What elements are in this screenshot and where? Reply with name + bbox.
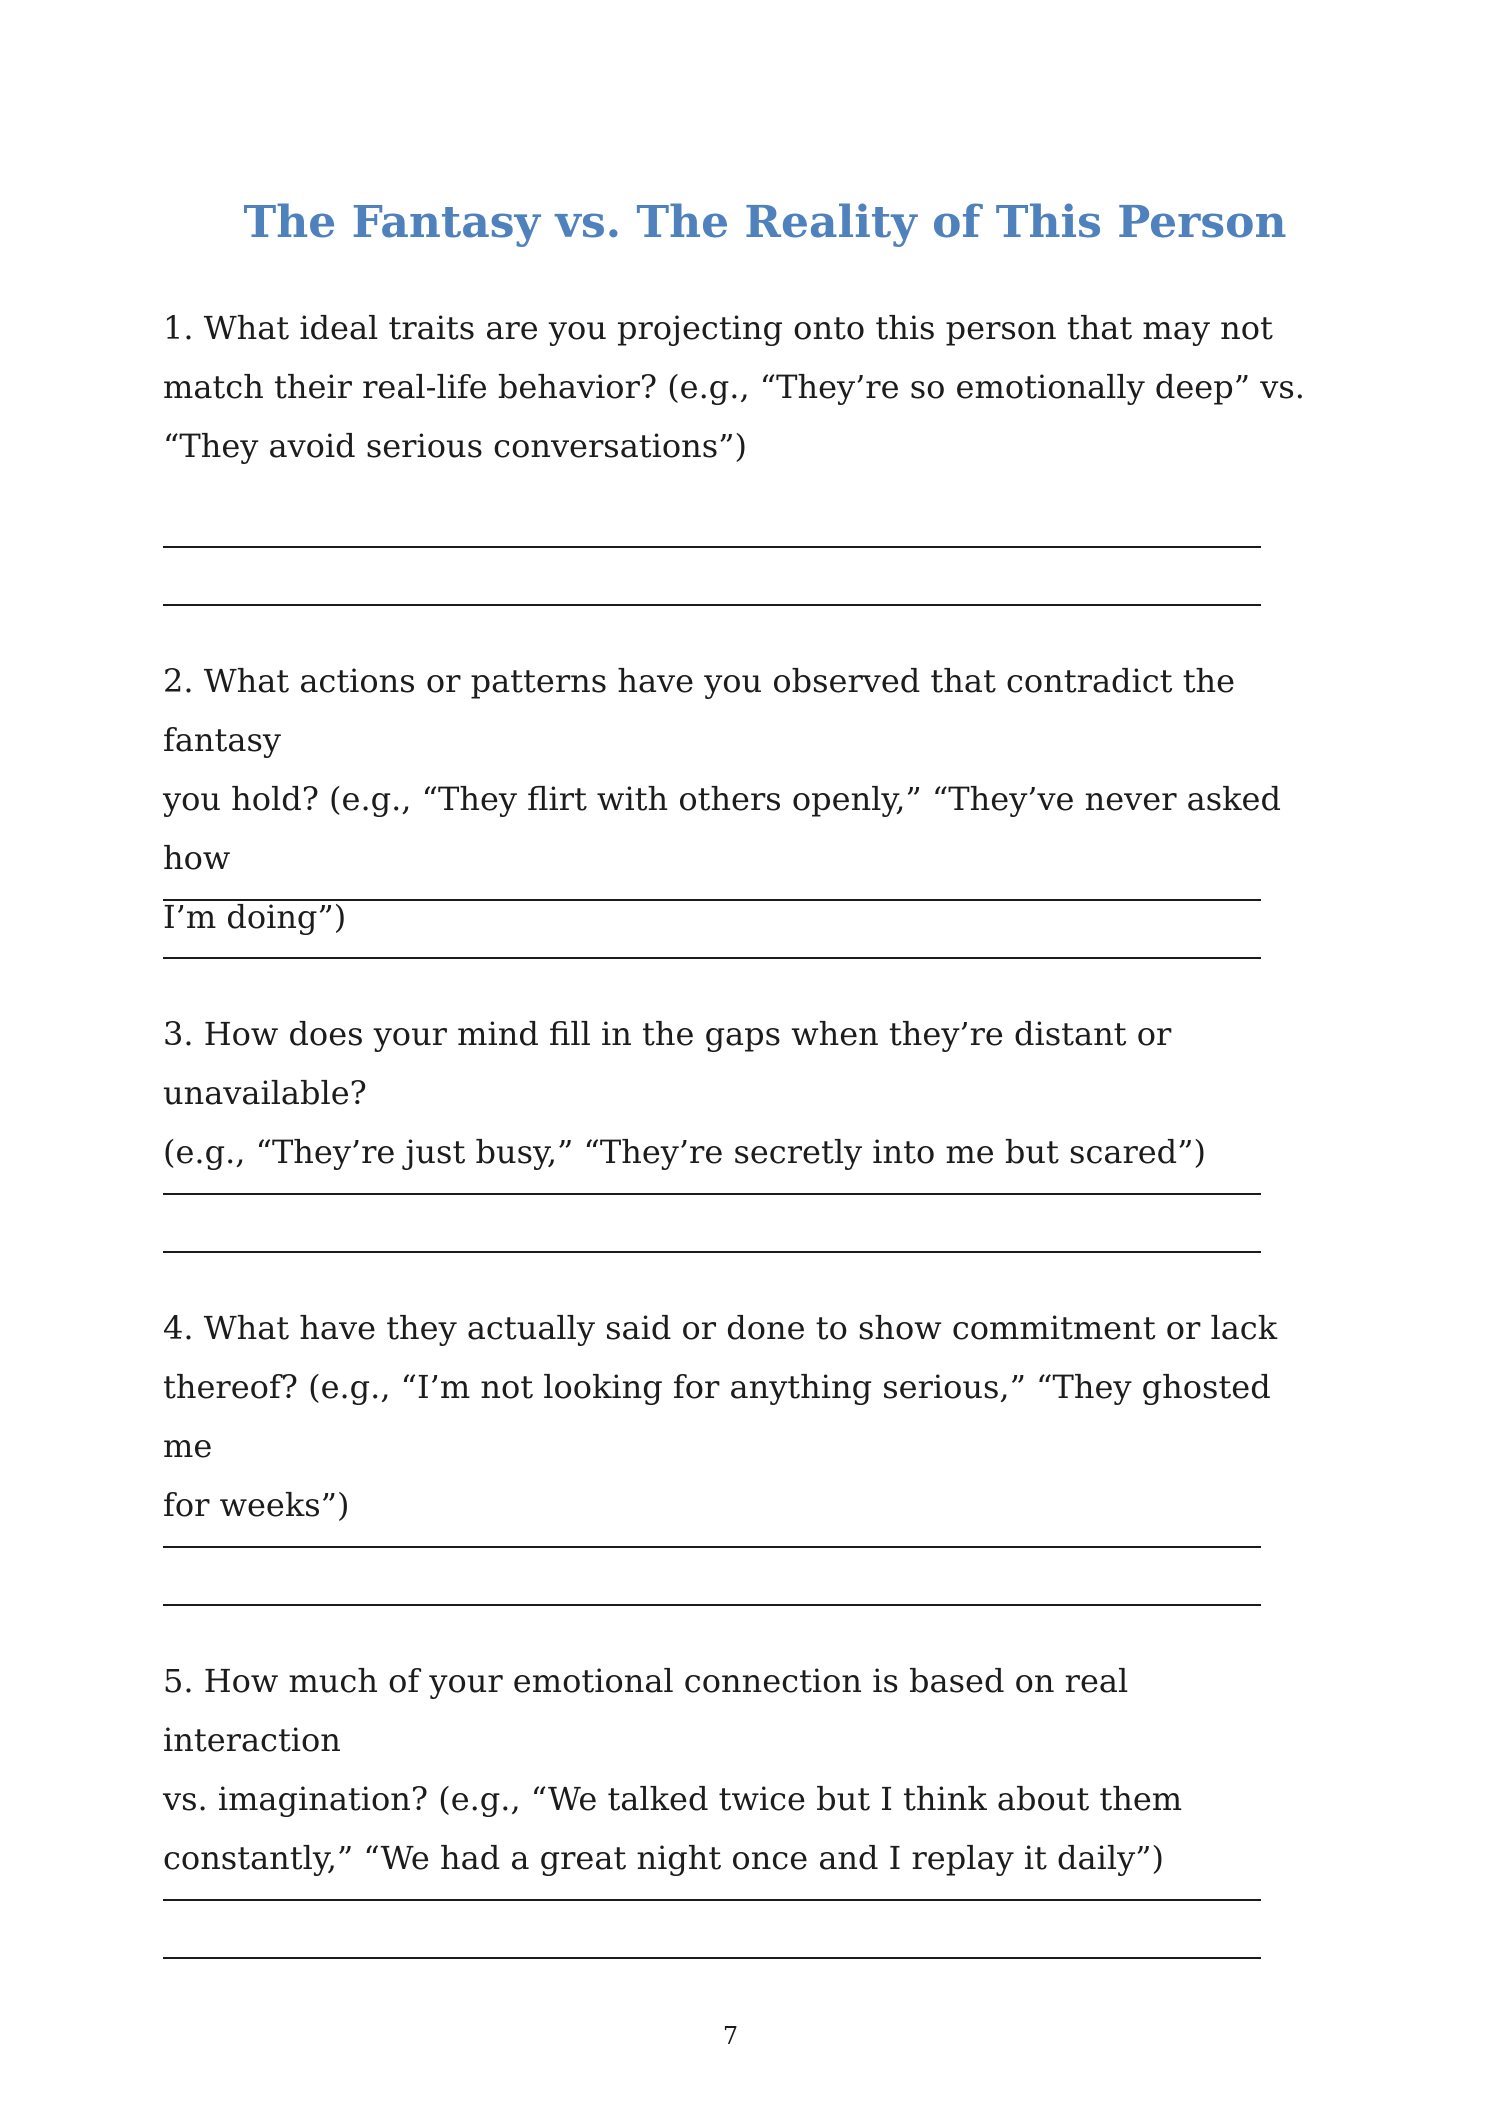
answer-line-4b [163,1604,1261,1606]
answer-line-3a [163,1193,1261,1195]
answer-line-1b [163,604,1261,606]
page-title: The Fantasy vs. The Reality of This Person [243,197,1287,248]
question-3: 3. How does your mind fill in the gaps when they’re distant or unavailable? (e.g., “They’re just busy,” “They’re secretly into me but scared”) [163,1015,1206,1171]
answer-line-2b [163,957,1261,959]
answer-line-5b [163,1957,1261,1959]
question-2: 2. What actions or patterns have you observed that contradict the fantasy you hold? (e.g., “They flirt with others openly,” “They’ve never asked how I’m doing”) [163,662,1281,936]
answer-line-5a [163,1899,1261,1901]
answer-line-4a [163,1546,1261,1548]
question-4: 4. What have they actually said or done to show commitment or lack thereof? (e.g., “I’m not looking for anything serious,” “They ghosted me for weeks”) [163,1309,1278,1524]
question-1: 1. What ideal traits are you projecting onto this person that may not match their real-life behavior? (e.g., “They’re so emotionally deep” vs. “They avoid serious conversations”) [163,309,1305,465]
answer-line-2a [163,899,1261,901]
page-number: 7 [722,2022,739,2050]
answer-line-1a [163,546,1261,548]
answer-line-3b [163,1251,1261,1253]
question-5: 5. How much of your emotional connection is based on real interaction vs. imagination? (e.g., “We talked twice but I think about them constantly,” “We had a great night once and I replay it daily”) [163,1662,1183,1877]
